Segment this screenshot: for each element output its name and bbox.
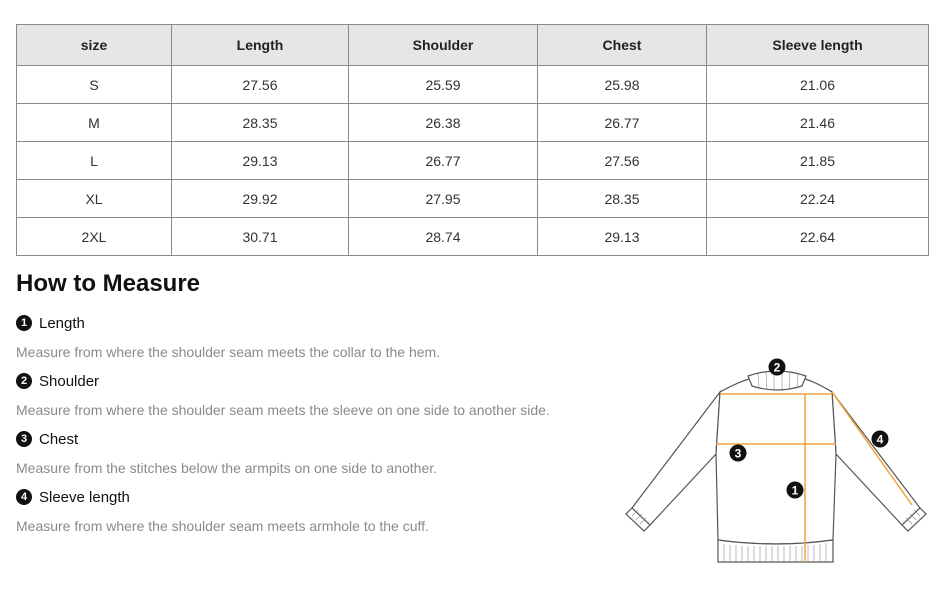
cell-size: 2XL bbox=[17, 218, 172, 256]
cell-chest: 26.77 bbox=[538, 104, 707, 142]
table-row bbox=[17, 218, 929, 256]
cell-shoulder: 26.38 bbox=[349, 104, 538, 142]
table-row bbox=[17, 66, 929, 104]
step-description: Measure from the stitches below the armpits on one side to another. bbox=[16, 460, 438, 476]
table-row bbox=[17, 104, 929, 142]
measure-step-length bbox=[16, 313, 616, 371]
marker-2-icon: 2 bbox=[773, 360, 781, 375]
step-description: Measure from where the shoulder seam meets the sleeve on one side to another side. bbox=[16, 402, 550, 418]
header-length: Length bbox=[172, 25, 349, 66]
measure-steps bbox=[16, 313, 616, 545]
cell-length: 27.56 bbox=[172, 66, 349, 104]
marker-4-icon: 4 bbox=[876, 432, 884, 447]
header-shoulder: Shoulder bbox=[349, 25, 538, 66]
header-size: size bbox=[17, 25, 172, 66]
how-to-measure-title: How to Measure bbox=[16, 270, 201, 297]
marker-3-icon: 3 bbox=[734, 446, 742, 461]
cell-shoulder: 27.95 bbox=[349, 180, 538, 218]
cell-shoulder: 28.74 bbox=[349, 218, 538, 256]
measure-step-chest bbox=[16, 429, 616, 487]
measure-step-sleeve-length bbox=[16, 487, 616, 545]
step-label: Chest bbox=[39, 430, 79, 448]
cell-length: 28.35 bbox=[172, 104, 349, 142]
sweater-outline-icon bbox=[626, 371, 926, 562]
sweater-measure-diagram bbox=[620, 350, 930, 575]
measure-step-shoulder bbox=[16, 371, 616, 429]
size-chart-table bbox=[16, 24, 929, 256]
cell-chest: 28.35 bbox=[538, 180, 707, 218]
cell-sleeve-length: 21.46 bbox=[707, 104, 929, 142]
marker-1-icon: 1 bbox=[791, 483, 799, 498]
table-row bbox=[17, 142, 929, 180]
cell-length: 29.92 bbox=[172, 180, 349, 218]
cell-shoulder: 25.59 bbox=[349, 66, 538, 104]
cell-chest: 29.13 bbox=[538, 218, 707, 256]
cell-shoulder: 26.77 bbox=[349, 142, 538, 180]
cell-sleeve-length: 22.64 bbox=[707, 218, 929, 256]
number-4-badge-icon: 4 bbox=[16, 489, 32, 505]
step-label: Sleeve length bbox=[39, 488, 130, 506]
header-sleeve-length: Sleeve length bbox=[707, 25, 929, 66]
cell-sleeve-length: 21.06 bbox=[707, 66, 929, 104]
cell-sleeve-length: 22.24 bbox=[707, 180, 929, 218]
step-description: Measure from where the shoulder seam meets the collar to the hem. bbox=[16, 344, 441, 360]
cell-chest: 27.56 bbox=[538, 142, 707, 180]
number-2-badge-icon: 2 bbox=[16, 373, 32, 389]
cell-length: 30.71 bbox=[172, 218, 349, 256]
cell-length: 29.13 bbox=[172, 142, 349, 180]
table-header-row bbox=[17, 25, 929, 66]
cell-size: L bbox=[17, 142, 172, 180]
cell-size: S bbox=[17, 66, 172, 104]
step-label: Length bbox=[39, 314, 85, 332]
header-chest: Chest bbox=[538, 25, 707, 66]
step-description: Measure from where the shoulder seam meets armhole to the cuff. bbox=[16, 518, 429, 534]
number-1-badge-icon: 1 bbox=[16, 315, 32, 331]
number-3-badge-icon: 3 bbox=[16, 431, 32, 447]
cell-sleeve-length: 21.85 bbox=[707, 142, 929, 180]
step-label: Shoulder bbox=[39, 372, 100, 390]
cell-chest: 25.98 bbox=[538, 66, 707, 104]
cell-size: M bbox=[17, 104, 172, 142]
table-row bbox=[17, 180, 929, 218]
cell-size: XL bbox=[17, 180, 172, 218]
